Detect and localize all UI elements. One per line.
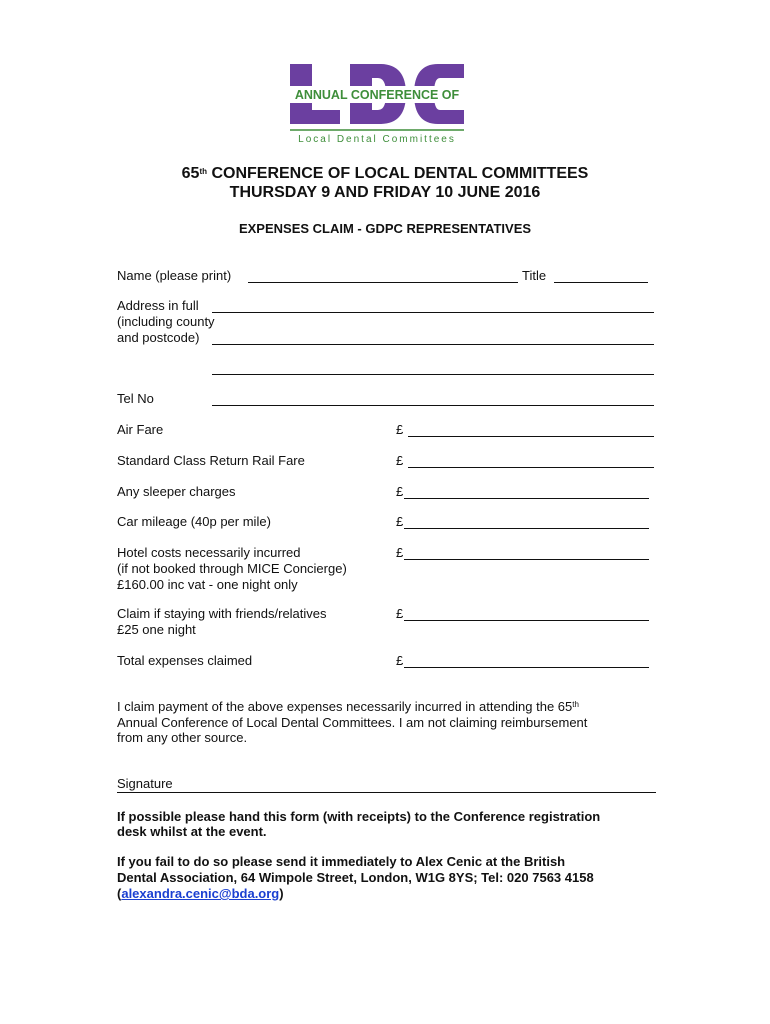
- declaration-line-3: from any other source.: [117, 730, 248, 745]
- declaration-text: I claim payment of the above expenses necessarily incurred in attending the 65: [117, 699, 573, 714]
- friends-currency: £: [396, 606, 404, 621]
- mileage-label: Car mileage (40p per mile): [117, 514, 271, 529]
- logo-banner-text: ANNUAL CONFERENCE OF: [294, 88, 460, 102]
- signature-field[interactable]: [117, 792, 656, 793]
- title-label: Title: [522, 268, 547, 283]
- declaration-ordinal-suffix: th: [572, 700, 579, 709]
- address-field-1[interactable]: [212, 312, 654, 313]
- paren-open: (: [117, 886, 122, 901]
- instruction-line-4: Dental Association, 64 Wimpole Street, London, W1G 8YS; Tel: 020 7563 4158: [117, 870, 594, 885]
- form-title: EXPENSES CLAIM - GDPC REPRESENTATIVES: [238, 221, 532, 236]
- rail-fare-field[interactable]: [408, 467, 654, 468]
- total-field[interactable]: [404, 667, 649, 668]
- hotel-label: Hotel costs necessarily incurred: [117, 545, 301, 560]
- air-fare-currency: £: [396, 422, 404, 437]
- instruction-line-1: If possible please hand this form (with receipts) to the Conference registration: [117, 809, 601, 824]
- name-label: Name (please print): [117, 268, 232, 283]
- name-field[interactable]: [248, 282, 518, 283]
- conference-title: [0, 164, 770, 183]
- instruction-line-2: desk whilst at the event.: [117, 824, 267, 839]
- instruction-line-3: If you fail to do so please send it immediately to Alex Cenic at the British: [117, 854, 566, 869]
- friends-field[interactable]: [404, 620, 649, 621]
- tel-label: Tel No: [117, 391, 154, 406]
- address-field-3[interactable]: [212, 374, 654, 375]
- sleeper-currency: £: [396, 484, 404, 499]
- hotel-limit: £160.00 inc vat - one night only: [117, 577, 298, 592]
- hotel-field[interactable]: [404, 559, 649, 560]
- title-field[interactable]: [554, 282, 648, 283]
- sleeper-label: Any sleeper charges: [117, 484, 236, 499]
- friends-rate: £25 one night: [117, 622, 196, 637]
- tel-field[interactable]: [212, 405, 654, 406]
- hotel-note: (if not booked through MICE Concierge): [117, 561, 347, 576]
- logo-caption: Local Dental Committees: [298, 134, 456, 144]
- declaration-line-2: Annual Conference of Local Dental Committees. I am not claiming reimbursement: [117, 715, 588, 730]
- instruction-line-5: [117, 886, 284, 902]
- rail-fare-currency: £: [396, 453, 404, 468]
- conference-dates: THURSDAY 9 AND FRIDAY 10 JUNE 2016: [229, 184, 541, 201]
- email-link[interactable]: alexandra.cenic@bda.org: [121, 886, 280, 901]
- sleeper-field[interactable]: [404, 498, 649, 499]
- address-field-2[interactable]: [212, 344, 654, 345]
- signature-label: Signature: [117, 776, 173, 791]
- total-currency: £: [396, 653, 404, 668]
- friends-label: Claim if staying with friends/relatives: [117, 606, 327, 621]
- address-note-postcode: and postcode): [117, 330, 200, 345]
- air-fare-field[interactable]: [408, 436, 654, 437]
- paren-close: ): [279, 886, 284, 901]
- rail-fare-label: Standard Class Return Rail Fare: [117, 453, 305, 468]
- title-rest: CONFERENCE OF LOCAL DENTAL COMMITTEES: [207, 165, 589, 182]
- declaration-line-1: [117, 699, 579, 715]
- ldc-logo: [288, 64, 466, 144]
- air-fare-label: Air Fare: [117, 422, 164, 437]
- address-label: Address in full: [117, 298, 199, 313]
- mileage-currency: £: [396, 514, 404, 529]
- hotel-currency: £: [396, 545, 404, 560]
- mileage-field[interactable]: [404, 528, 649, 529]
- title-ordinal-suffix: th: [199, 167, 207, 176]
- title-ordinal: 65: [181, 165, 200, 182]
- total-label: Total expenses claimed: [117, 653, 253, 668]
- address-note-county: (including county: [117, 314, 215, 329]
